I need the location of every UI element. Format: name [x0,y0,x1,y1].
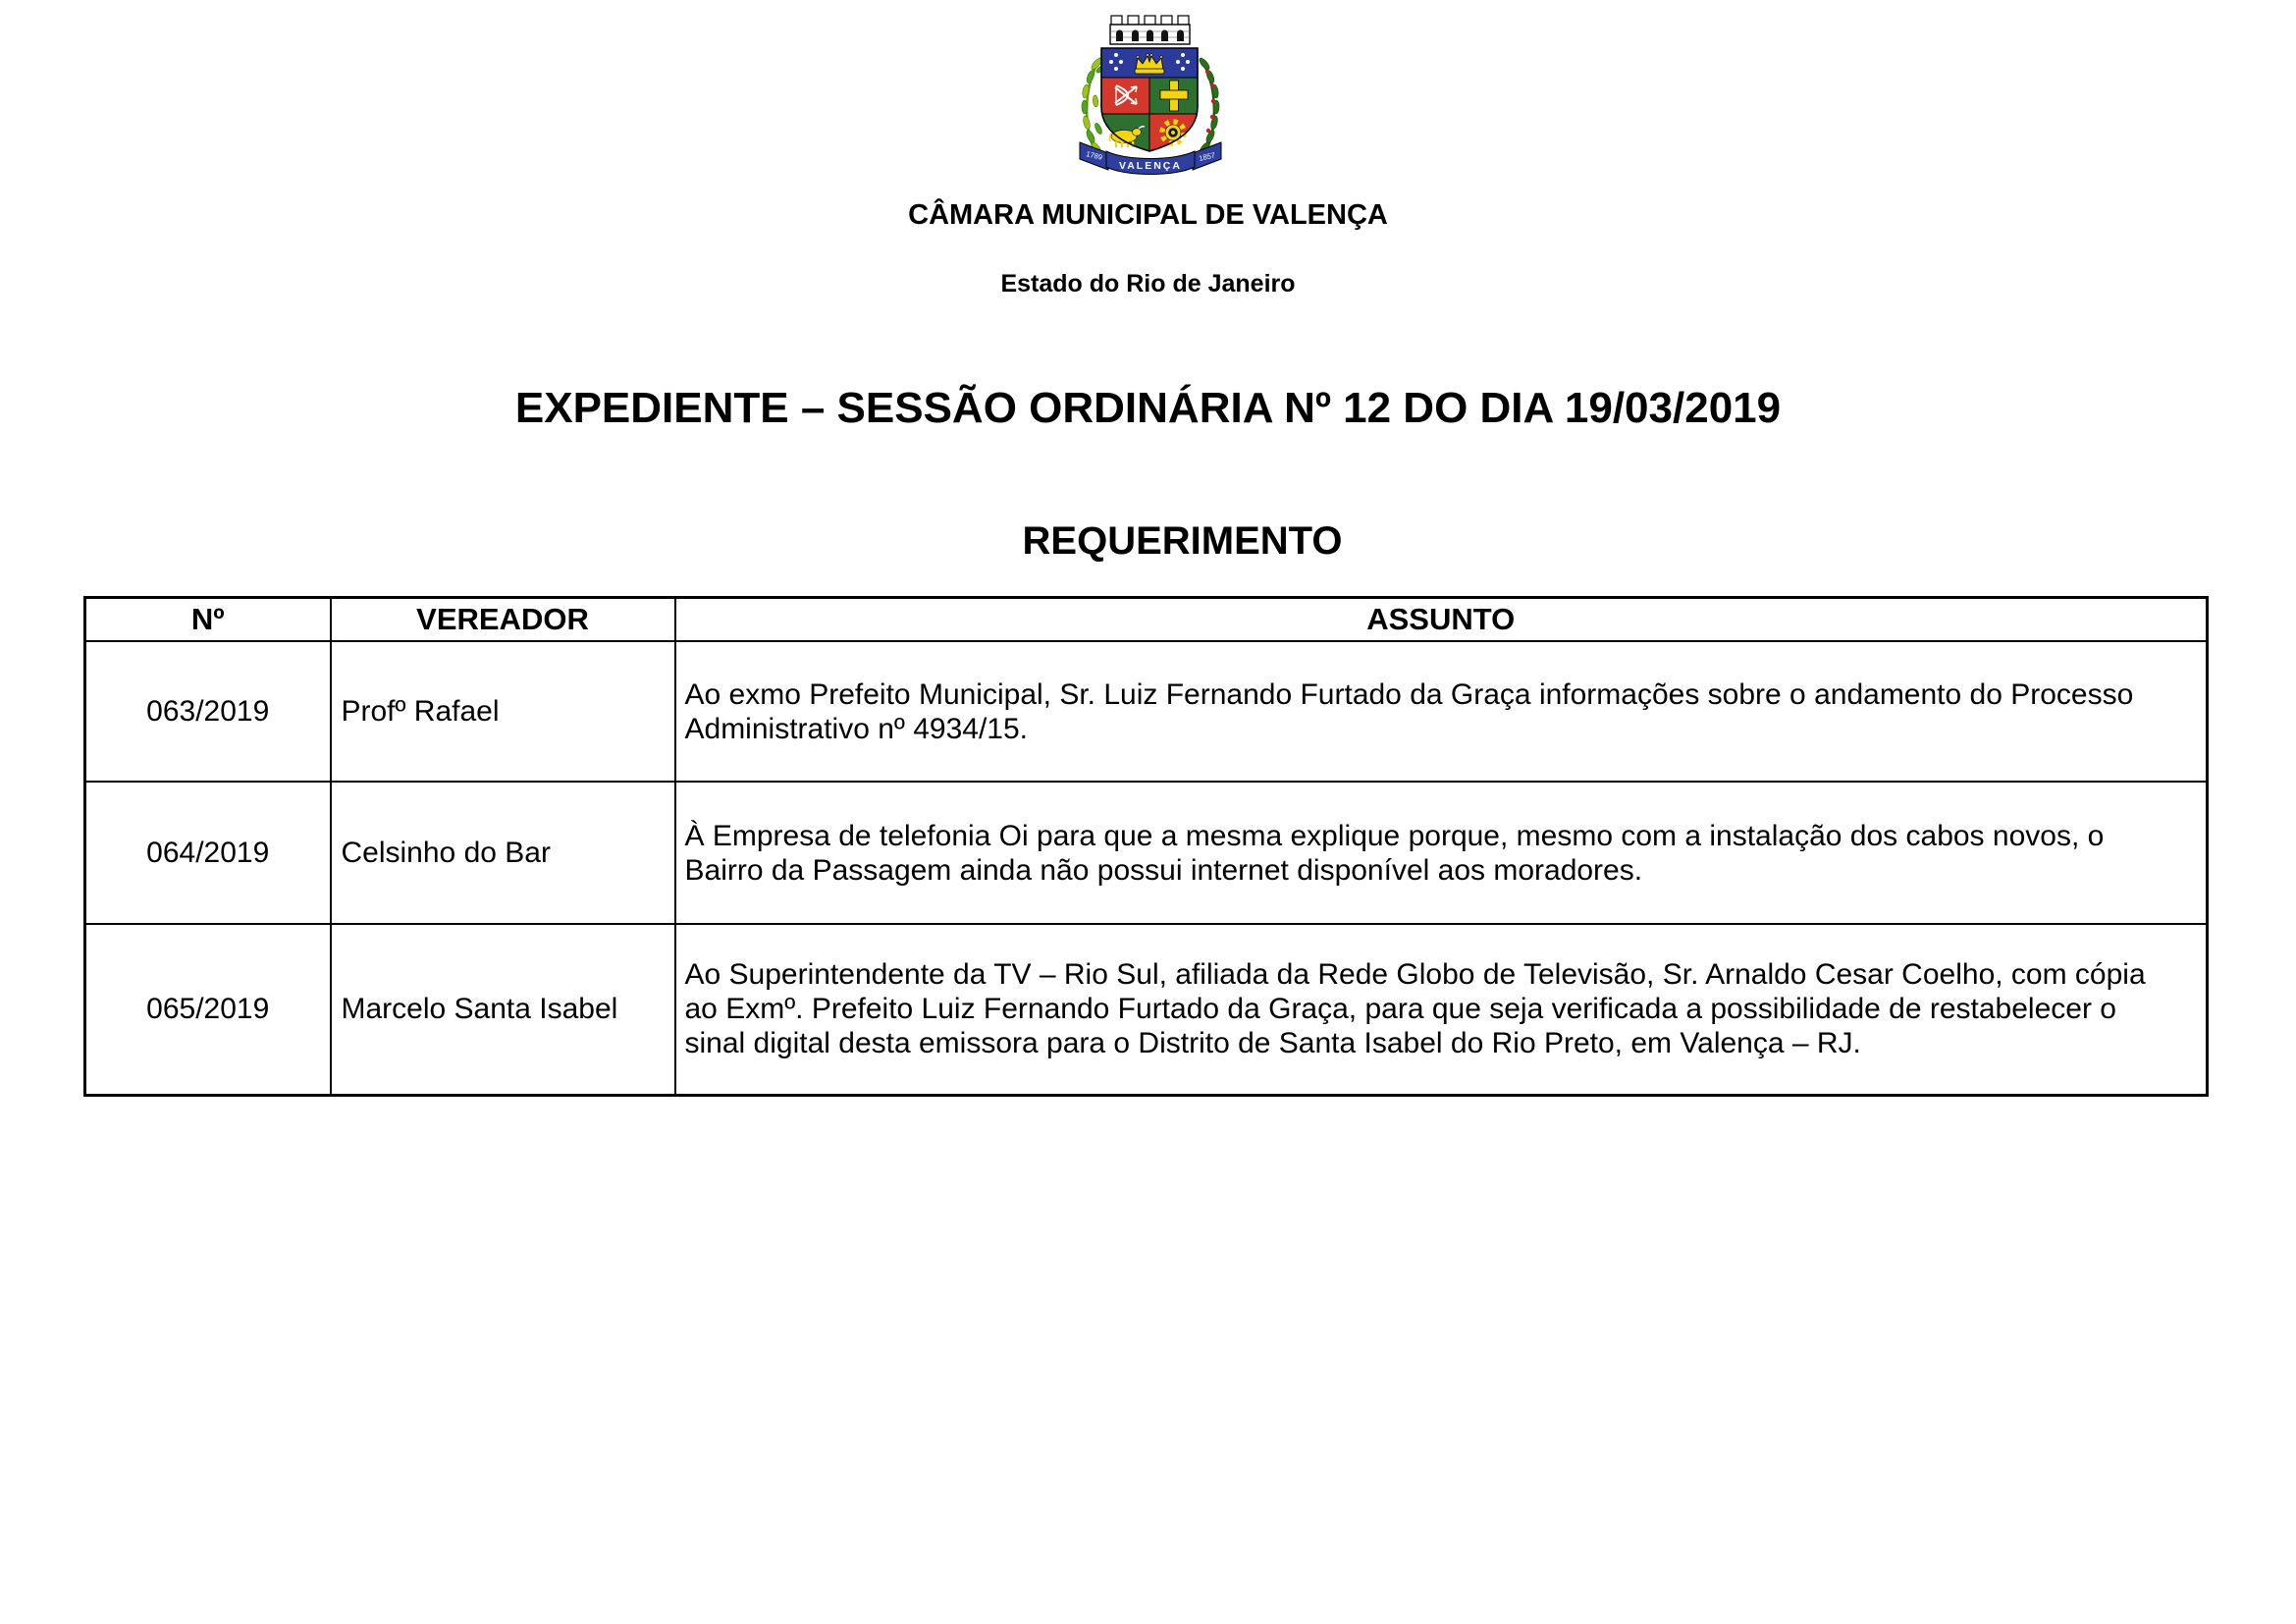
municipal-coat-of-arms [1071,13,1230,186]
assunto-line: ao Exmº. Prefeito Luiz Fernando Furtado da Graça, para que seja verificada a possibilidade de restabelecer o [684,993,2116,1026]
assunto-line: sinal digital desta emissora para o Distrito de Santa Isabel do Rio Preto, em Valença – RJ. [684,1027,1861,1060]
ribbon-year-right: 1857 [1198,150,1216,163]
column-header-vereador: VEREADOR [331,598,675,642]
assunto-line: Ao Superintendente da TV – Rio Sul, afiliada da Rede Globo de Televisão, Sr. Arnaldo Cesar Coelho, com cópia [684,958,2146,992]
cell-assunto [675,924,2208,1095]
cell-numero: 065/2019 [85,924,331,1095]
table-row [85,782,2208,924]
coat-of-arms-icon [1071,13,1230,186]
document-title: EXPEDIENTE – SESSÃO ORDINÁRIA Nº 12 DO DIA 19/03/2019 [514,384,1782,432]
assunto-line: Administrativo nº 4934/15. [684,712,1028,745]
assunto-line: Bairro da Passagem ainda não possui internet disponível aos moradores. [684,853,1643,887]
table-row [85,641,2208,782]
cell-vereador: Marcelo Santa Isabel [331,924,675,1095]
organization-name: CÂMARA MUNICIPAL DE VALENÇA [908,199,1388,231]
cell-vereador: Celsinho do Bar [331,782,675,924]
section-title: REQUERIMENTO [1022,519,1343,563]
requerimentos-table [83,596,2209,1097]
shield-icon [1101,48,1198,151]
right-branch-icon [1198,57,1219,157]
cell-assunto [675,641,2208,782]
ribbon-year-left: 1789 [1085,149,1103,162]
column-header-assunto: ASSUNTO [675,598,2208,642]
mural-crown-icon [1110,16,1190,44]
cell-numero: 064/2019 [85,782,331,924]
table-header-row [85,598,2208,642]
organization-state: Estado do Rio de Janeiro [1000,270,1296,298]
assunto-line: À Empresa de telefonia Oi para que a mesma explique porque, mesmo com a instalação dos cabos novos, o [684,819,2105,852]
column-header-numero: Nº [85,598,331,642]
cell-vereador: Profº Rafael [331,641,675,782]
cell-numero: 063/2019 [85,641,331,782]
table-row [85,924,2208,1095]
ribbon-name-text: VALENÇA [1119,160,1182,172]
cell-assunto [675,782,2208,924]
assunto-line: Ao exmo Prefeito Municipal, Sr. Luiz Fernando Furtado da Graça informações sobre o andamento do Processo [684,677,2134,711]
